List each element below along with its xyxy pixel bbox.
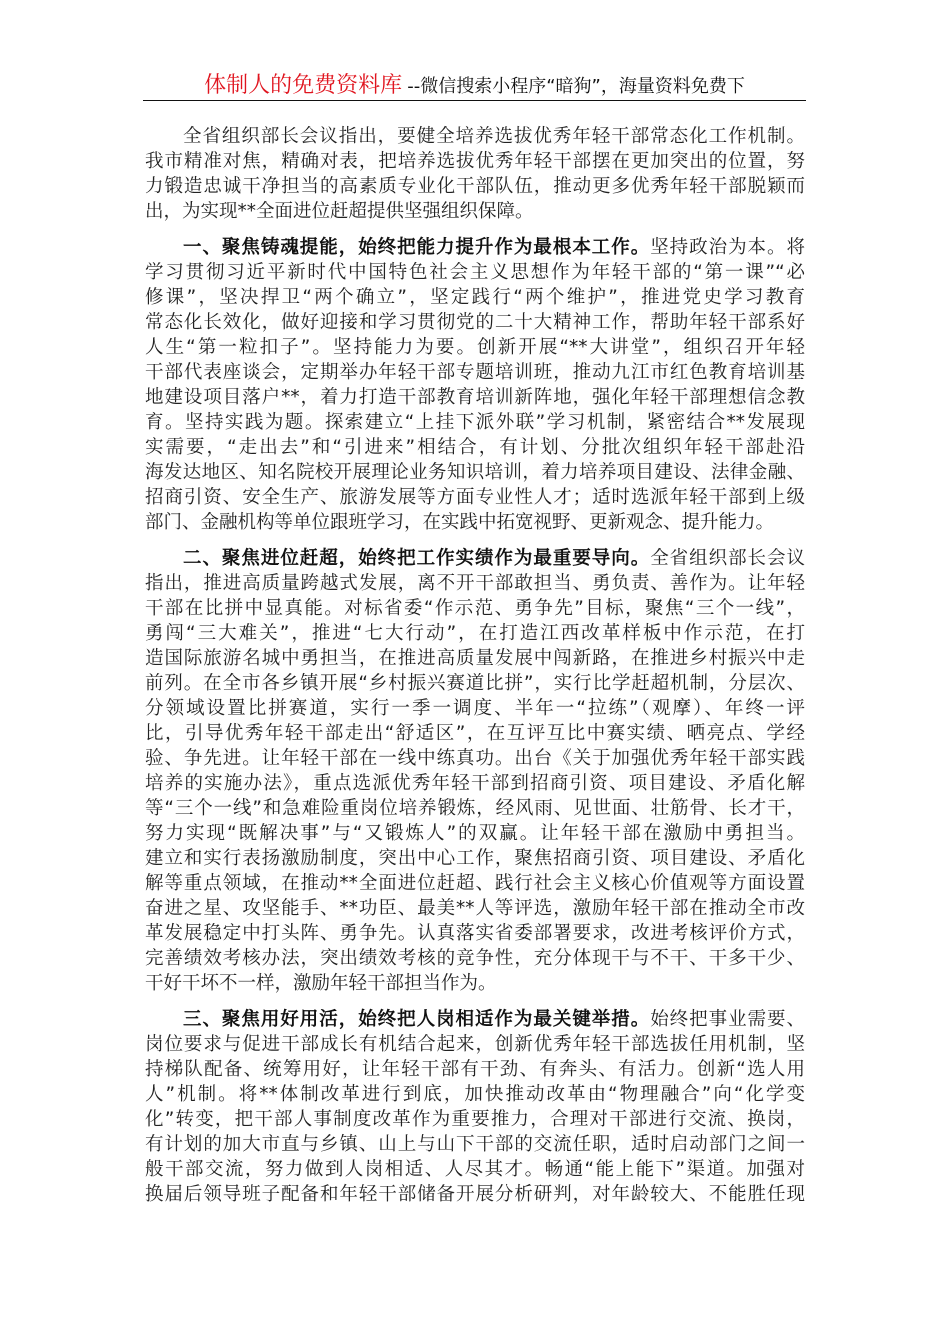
text-line [145, 821, 805, 846]
text-line [145, 571, 805, 596]
line-text: 岗位要求与促进干部成长有机结合起来，创新优秀年轻干部选拔任用机制，坚 [145, 1034, 805, 1055]
line-text: 修课”，坚决捍卫“两个确立”，坚定践行“两个维护”，推进党史学习教育 [145, 287, 805, 308]
text-line [145, 235, 805, 260]
line-text: 奋进之星、攻坚能手、**功臣、最美**人等评选，激励年轻干部在推动全市改 [145, 898, 805, 919]
text-line [145, 771, 805, 796]
text-line [145, 335, 805, 360]
line-text: 有计划的加大市直与乡镇、山上与山下干部的交流任职，适时启动部门之间一 [145, 1134, 805, 1155]
line-text: 干好干坏不一样，激励年轻干部担当作为。 [145, 973, 497, 994]
line-text: 完善绩效考核办法，突出绩效考核的竞争性，充分体现干与不干、干多干少、 [145, 948, 805, 969]
text-line [145, 796, 805, 821]
line-text: 持梯队配备、统筹用好，让年轻干部有干劲、有奔头、有活力。创新“选人用 [145, 1059, 805, 1080]
line-text: 出，为实现**全面进位赶超提供坚强组织保障。 [145, 201, 534, 222]
text-line [145, 1107, 805, 1132]
line-text: 前列。在全市各乡镇开展“乡村振兴赛道比拼”，实行比学赶超机制，分层次、 [145, 673, 805, 694]
text-line [145, 410, 805, 435]
line-text: 解等重点领域，在推动**全面进位赶超、践行社会主义核心价值观等方面设置 [145, 873, 805, 894]
text-line [145, 310, 805, 335]
line-text: 人生“第一粒扣子”。坚持能力为要。创新开展“**大讲堂”，组织召开年轻 [145, 337, 805, 358]
line-text: 勇闯“三大难关”，推进“七大行动”，在打造江西改革样板中作示范，在打 [145, 623, 805, 644]
text-line [145, 721, 805, 746]
text-line [145, 1132, 805, 1157]
document-body [145, 124, 805, 1218]
text-line [145, 946, 805, 971]
line-text: 比，引导优秀年轻干部走出“舒适区”，在互评互比中赛实绩、晒亮点、学经 [145, 723, 805, 744]
line-text: 力锻造忠诚干净担当的高素质专业化干部队伍，推动更多优秀年轻干部脱颖而 [145, 176, 805, 197]
text-line [145, 921, 805, 946]
line-text: 全省组织部长会议 [650, 548, 805, 569]
line-text: 实需要，“走出去”和“引进来”相结合，有计划、分批次组织年轻干部赴沿 [145, 437, 805, 458]
text-line [145, 646, 805, 671]
line-text: 造国际旅游名城中勇担当，在推进高质量发展中闯新路，在推进乡村振兴中走 [145, 648, 805, 669]
text-line [145, 621, 805, 646]
line-text: 培养的实施办法》，重点选派优秀年轻干部到招商引资、项目建设、矛盾化解 [145, 773, 805, 794]
section-heading: 二、聚焦进位赶超，始终把工作实绩作为最重要导向。 [183, 548, 651, 569]
text-line [145, 596, 805, 621]
line-text: 指出，推进高质量跨越式发展，离不开干部敢担当、勇负责、善作为。让年轻 [145, 573, 805, 594]
line-text: 干部在比拼中显真能。对标省委“作示范、勇争先”目标，聚焦“三个一线”， [145, 598, 805, 619]
line-text: 全省组织部长会议指出，要健全培养选拔优秀年轻干部常态化工作机制。 [183, 126, 805, 147]
text-line [145, 896, 805, 921]
text-line [145, 460, 805, 485]
text-line [145, 871, 805, 896]
text-line [145, 846, 805, 871]
text-line [145, 385, 805, 410]
line-text: 部门、金融机构等单位跟班学习，在实践中拓宽视野、更新观念、提升能力。 [145, 512, 775, 533]
line-text: 海发达地区、知名院校开展理论业务知识培训，着力培养项目建设、法律金融、 [145, 462, 805, 483]
text-line [145, 510, 805, 535]
line-text: 革发展稳定中打头阵、勇争先。认真落实省委部署要求，改进考核评价方式， [145, 923, 805, 944]
line-text: 始终把事业需要、 [650, 1009, 805, 1030]
line-text: 建立和实行表扬激励制度，突出中心工作，聚焦招商引资、项目建设、矛盾化 [145, 848, 805, 869]
text-line [145, 435, 805, 460]
line-text: 坚持政治为本。将 [650, 237, 805, 258]
text-line [145, 546, 805, 571]
paragraph [145, 124, 805, 224]
text-line [145, 671, 805, 696]
text-line [145, 1182, 805, 1207]
header-brand: 体制人的免费资料库 [204, 73, 403, 98]
line-text: 招商引资、安全生产、旅游发展等方面专业性人才；适时选派年轻干部到上级 [145, 487, 805, 508]
line-text: 分领域设置比拼赛道，实行一季一调度、半年一“拉练”（观摩）、年终一评 [145, 698, 805, 719]
line-text: 干部代表座谈会，定期举办年轻干部专题培训班，推动九江市红色教育培训基 [145, 362, 805, 383]
text-line [145, 124, 805, 149]
paragraph [145, 1007, 805, 1207]
text-line [145, 149, 805, 174]
text-line [145, 1082, 805, 1107]
paragraph [145, 235, 805, 535]
line-text: 学习贯彻习近平新时代中国特色社会主义思想作为年轻干部的“第一课”“必 [145, 262, 805, 283]
line-text: 努力实现“既解决事”与“又锻炼人”的双赢。让年轻干部在激励中勇担当。 [145, 823, 805, 844]
text-line [145, 285, 805, 310]
paragraph [145, 546, 805, 996]
line-text: 般干部交流，努力做到人岗相适、人尽其才。畅通“能上能下”渠道。加强对 [145, 1159, 805, 1180]
page-header [143, 68, 806, 100]
line-text: 人”机制。将**体制改革进行到底，加快推动改革由“物理融合”向“化学变 [145, 1084, 805, 1105]
text-line [145, 485, 805, 510]
text-line [145, 260, 805, 285]
line-text: 等“三个一线”和急难险重岗位培养锻炼，经风雨、见世面、壮筋骨、长才干， [145, 798, 805, 819]
text-line [145, 1057, 805, 1082]
text-line [145, 1157, 805, 1182]
text-line [145, 746, 805, 771]
text-line [145, 971, 805, 996]
line-text: 验、争先进。让年轻干部在一线中练真功。出台《关于加强优秀年轻干部实践 [145, 748, 805, 769]
header-divider [143, 100, 806, 101]
text-line [145, 199, 805, 224]
header-tagline: --微信搜索小程序“暗狗”，海量资料免费下 [407, 76, 745, 97]
line-text: 常态化长效化，做好迎接和学习贯彻党的二十大精神工作，帮助年轻干部系好 [145, 312, 805, 333]
text-line [145, 696, 805, 721]
line-text: 换届后领导班子配备和年轻干部储备开展分析研判，对年龄较大、不能胜任现 [145, 1184, 805, 1205]
section-heading: 一、聚焦铸魂提能，始终把能力提升作为最根本工作。 [183, 237, 651, 258]
text-line [145, 360, 805, 385]
line-text: 化”转变，把干部人事制度改革作为重要推力，合理对干部进行交流、换岗， [145, 1109, 805, 1130]
text-line [145, 1007, 805, 1032]
text-line [145, 174, 805, 199]
section-heading: 三、聚焦用好用活，始终把人岗相适作为最关键举措。 [183, 1009, 651, 1030]
text-line [145, 1032, 805, 1057]
line-text: 我市精准对焦，精确对表，把培养选拔优秀年轻干部摆在更加突出的位置，努 [145, 151, 805, 172]
line-text: 地建设项目落户**，着力打造干部教育培训新阵地，强化年轻干部理想信念教 [145, 387, 805, 408]
line-text: 育。坚持实践为题。探索建立“上挂下派外联”学习机制，紧密结合**发展现 [145, 412, 805, 433]
